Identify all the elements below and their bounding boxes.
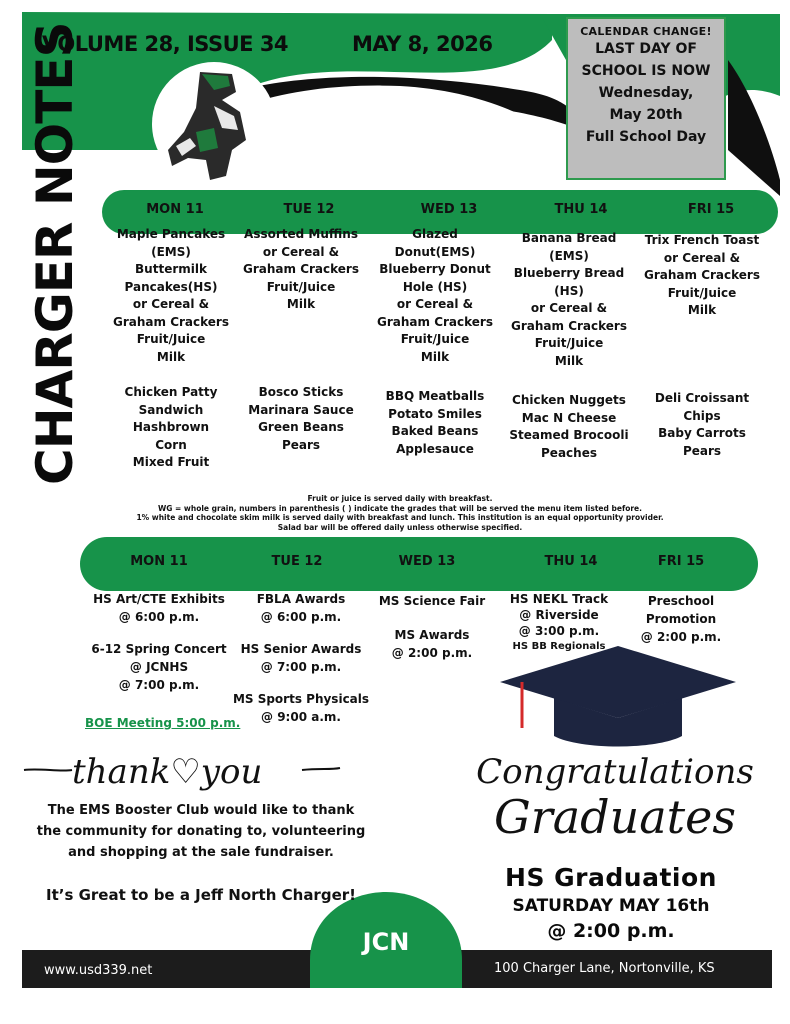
menu-item: Milk: [420, 349, 450, 364]
newsletter-title: CHARGER NOTES: [26, 22, 84, 485]
callout-line: Full School Day: [585, 129, 707, 145]
booster-club-message: The EMS Booster Club would like to thank the community for donating to, volunteering and shopping at the sale fundraiser.: [36, 803, 366, 860]
menu-item: Graham Crackers: [511, 318, 627, 333]
breakfast-wed: [360, 226, 510, 366]
event-line: MS Science Fair: [378, 594, 486, 608]
event-line: MS Sports Physicals: [232, 692, 370, 706]
event-spacer: [228, 626, 374, 640]
menu-day-thu: THU 14: [554, 202, 608, 217]
events-mon: [84, 590, 234, 694]
menu-item: Mixed Fruit: [132, 455, 210, 469]
menu-item: Buttermilk: [135, 262, 207, 276]
event-line: @ 7:00 p.m.: [118, 678, 200, 692]
menu-item: or Cereal &: [132, 297, 210, 311]
breakfast-tue: [226, 226, 376, 314]
callout-line: LAST DAY OF: [595, 41, 697, 57]
event-line: @ 2:00 p.m.: [640, 630, 722, 644]
event-line: MS Awards: [394, 628, 470, 642]
menu-item: Assorted Muffins: [244, 227, 358, 241]
menu-item: or Cereal &: [530, 301, 608, 315]
event-line: @ JCNHS: [129, 660, 189, 674]
thank-you-script: thank♡you: [72, 752, 263, 792]
graduation-time: @ 2:00 p.m.: [547, 920, 675, 942]
lunch-tue: [226, 384, 376, 454]
menu-item: or Cereal &: [663, 250, 741, 265]
event-line: @ Riverside: [519, 608, 599, 622]
graduation-cap-icon: [500, 646, 736, 747]
charger-tagline: It’s Great to be a Jeff North Charger!: [46, 886, 356, 904]
menu-item: Graham Crackers: [243, 262, 359, 276]
menu-item: Deli Croissant: [654, 391, 750, 405]
menu-item: Baby Carrots: [658, 426, 746, 440]
event-day-mon: MON 11: [130, 554, 188, 569]
menu-item: Chicken Patty: [124, 385, 218, 399]
event-line: @ 6:00 p.m.: [118, 610, 200, 624]
menu-item: Green Beans: [258, 420, 344, 434]
graduation-date: SATURDAY MAY 16th: [512, 896, 710, 916]
lunch-wed: [360, 388, 510, 458]
menu-item: Maple Pancakes: [116, 227, 226, 241]
menu-item: Fruit/Juice: [266, 279, 336, 294]
event-line: Promotion: [645, 612, 717, 626]
menu-item: Milk: [156, 349, 186, 364]
menu-item: Bosco Sticks: [258, 385, 344, 399]
event-day-labels: [80, 537, 758, 591]
event-line: HS Art/CTE Exhibits: [93, 592, 225, 606]
menu-item: Corn: [155, 437, 187, 452]
graduates-text: Graduates: [494, 790, 736, 844]
menu-note: Fruit or juice is served daily with breakfast.: [307, 494, 493, 503]
menu-item: Chicken Nuggets: [512, 393, 626, 407]
website-link[interactable]: www.usd339.net: [44, 963, 153, 978]
menu-item: Pancakes(HS): [124, 279, 218, 294]
issue-date: MAY 8, 2026: [352, 32, 493, 56]
event-spacer: [360, 610, 504, 626]
event-spacer: [84, 626, 234, 640]
event-day-fri: FRI 15: [657, 554, 705, 569]
menu-note: Salad bar will be offered daily unless otherwise specified.: [277, 522, 523, 532]
event-day-tue: TUE 12: [271, 554, 323, 569]
menu-item: (HS): [554, 283, 584, 298]
school-address: 100 Charger Lane, Nortonville, KS: [494, 961, 715, 976]
event-line: HS NEKL Track: [509, 592, 609, 606]
menu-item: Milk: [687, 303, 717, 317]
menu-item: (EMS): [549, 248, 589, 263]
event-day-thu: THU 14: [544, 554, 598, 569]
breakfast-mon: [96, 226, 246, 366]
event-line: Preschool: [647, 594, 715, 608]
callout-line: May 20th: [609, 107, 683, 123]
menu-notes: [110, 494, 690, 532]
event-line: @ 2:00 p.m.: [391, 646, 473, 660]
events-thu: [494, 591, 624, 655]
event-spacer: [228, 676, 374, 690]
events-fri: [618, 592, 744, 646]
event-line: @ 9:00 a.m.: [261, 710, 341, 724]
events-tue: [228, 590, 374, 726]
menu-item: Milk: [554, 353, 584, 368]
breakfast-fri: [626, 232, 778, 320]
event-line: @ 7:00 p.m.: [260, 660, 342, 674]
menu-item: or Cereal &: [262, 244, 340, 259]
menu-item: Sandwich: [138, 402, 204, 417]
menu-item: (EMS): [151, 244, 191, 259]
volume-issue: VOLUME 28, ISSUE 34: [42, 32, 289, 56]
menu-item: Pears: [682, 443, 722, 458]
menu-item: Baked Beans: [391, 424, 479, 438]
menu-item: Hole (HS): [402, 279, 468, 294]
event-line: HS Senior Awards: [240, 642, 362, 656]
event-line: @ 6:00 p.m.: [260, 610, 342, 624]
lunch-mon: [96, 384, 246, 472]
congratulations-graduates: [470, 752, 760, 842]
event-day-wed: WED 13: [398, 554, 456, 569]
calendar-change-callout: [566, 17, 726, 180]
menu-item: Graham Crackers: [644, 268, 760, 282]
menu-item: Peaches: [541, 445, 597, 460]
menu-note: WG = whole grain, numbers in parenthesis ( ) indicate the grades that will be served the menu item listed before.: [158, 503, 642, 513]
menu-item: Fruit/Juice: [534, 336, 604, 350]
menu-item: Applesauce: [396, 441, 474, 456]
menu-item: Fruit/Juice: [136, 332, 206, 346]
menu-item: Banana Bread: [521, 231, 617, 245]
menu-item: Milk: [286, 297, 316, 311]
menu-item: Graham Crackers: [377, 314, 493, 329]
menu-day-mon: MON 11: [146, 202, 204, 217]
event-line: HS BB Regionals: [512, 641, 606, 652]
menu-item: Fruit/Juice: [667, 285, 737, 300]
jcn-logo: JCN: [362, 928, 410, 956]
menu-item: Potato Smiles: [388, 406, 482, 421]
menu-item: Trix French Toast: [644, 233, 760, 247]
menu-day-wed: WED 13: [420, 202, 478, 217]
menu-item: Chips: [683, 408, 721, 423]
menu-note: 1% white and chocolate skim milk is served daily with breakfast and lunch. This institution is an equal opportunity provider.: [136, 513, 664, 522]
breakfast-thu: [494, 230, 644, 370]
menu-item: BBQ Meatballs: [385, 389, 485, 403]
congratulations-text: Congratulations: [476, 752, 754, 792]
graduation-event: HS Graduation: [505, 863, 717, 892]
menu-item: Mac N Cheese: [521, 410, 617, 425]
callout-line: Wednesday,: [598, 85, 694, 101]
event-line: 6-12 Spring Concert: [91, 642, 227, 656]
menu-item: Graham Crackers: [113, 314, 229, 329]
menu-day-tue: TUE 12: [283, 202, 335, 217]
event-line: @ 3:00 p.m.: [518, 624, 600, 638]
callout-heading: CALENDAR CHANGE!: [580, 25, 712, 38]
menu-item: Glazed: [412, 227, 458, 241]
menu-item: Pears: [281, 437, 321, 452]
event-line: FBLA Awards: [256, 592, 346, 606]
events-wed: [360, 592, 504, 662]
menu-item: Donut(EMS): [394, 244, 476, 259]
menu-item: Blueberry Donut: [379, 262, 491, 276]
menu-day-fri: FRI 15: [687, 202, 735, 217]
boe-meeting-link[interactable]: BOE Meeting 5:00 p.m.: [85, 716, 241, 730]
lunch-thu: [494, 392, 644, 462]
menu-item: Blueberry Bread: [513, 266, 625, 280]
callout-line: SCHOOL IS NOW: [581, 63, 711, 79]
menu-item: Marinara Sauce: [248, 402, 354, 417]
menu-item: Hashbrown: [132, 420, 210, 434]
lunch-fri: [626, 390, 778, 460]
menu-item: Fruit/Juice: [400, 332, 470, 346]
charger-mascot-icon: [152, 62, 276, 186]
menu-item: Steamed Brocooli: [509, 428, 629, 442]
graduation-info: [462, 862, 760, 944]
menu-item: or Cereal &: [396, 297, 474, 311]
